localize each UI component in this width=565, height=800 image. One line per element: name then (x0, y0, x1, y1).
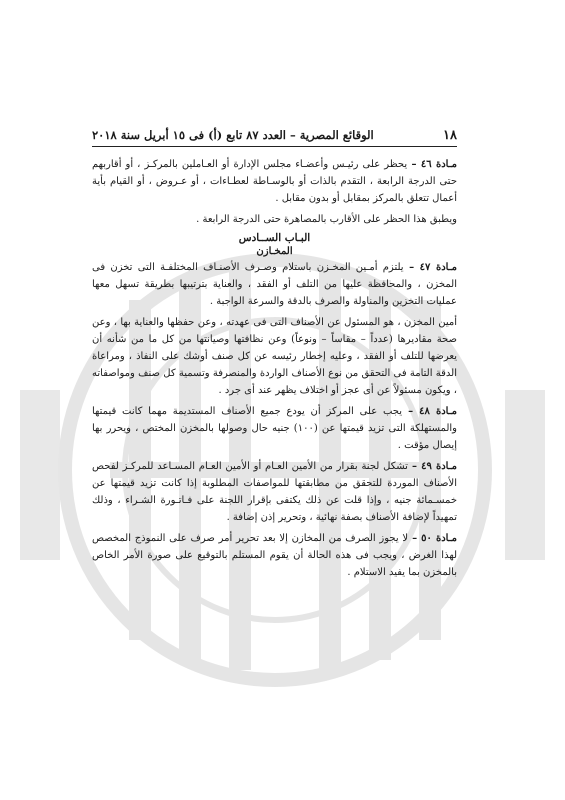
chapter-title: البـاب الســادس (238, 232, 311, 244)
article-46-note: ويطبق هذا الحظر على الأقارب بالمصاهرة حتى الدرجة الرابعة . (196, 214, 457, 225)
article-50 (92, 530, 457, 581)
article-47 (92, 259, 457, 310)
article-46-label: مـادة ٤٦ – (407, 159, 457, 170)
article-50-label: مـادة ٥٠ – (408, 533, 457, 544)
document-page (92, 128, 457, 585)
article-48 (92, 403, 457, 454)
page-header (92, 128, 457, 147)
article-47-paragraph-2: أمين المخزن ، هو المسئول عن الأصناف التى فى عهدته ، وعن حفظها والعناية بها ، وعن صحة مقاديرها (عدداً – مقاساً – ونوعاً) وعن نظافتها وصيانتها من كل ما من شأنه أن يعرضها للتلف أو الفقد ، وعليه إخطار رئيسه عن كل صنف أوشك على النفاذ ، ومراعاة الدقة التامة فى التحقق من نوع الأصناف الواردة والمنصرفة وتسمية كل صنف ومواصفاته ، ويكون مسئولاً عن أى عجز أو اختلاف يظهر عند أى جرد . (92, 317, 457, 396)
page-number: ١٨ (443, 128, 457, 143)
article-46 (92, 156, 457, 207)
article-48-text: يجب على المركز أن يودع جميع الأصناف المستديمة مهما كانت قيمتها والمستهلكة التى تزيد قيمتها عن (١٠٠) جنيه حال وصولها بالمخزن المختص ، ويحرر بها إيصال مؤقت . (92, 406, 457, 451)
article-47-text: يلتزم أمـين المخـزن باستلام وصـرف الأصنـاف المختلفـة التى تخزن فى المخزن ، والمحافظة عليها من التلف أو الفقد ، والعناية بترتيبها بطريقة تسهل معها عمليات التخزين والمناولة والصرف بالدقة والسرعة الواجبة . (92, 262, 457, 307)
article-48-label: مـادة ٤٨ – (402, 406, 457, 417)
article-47-label: مـادة ٤٧ – (403, 262, 457, 273)
journal-title: الوقائع المصرية – العدد ٨٧ تابع (أ) فى ١٥ أبريل سنة ٢٠١٨ (92, 128, 374, 142)
article-49-text: تشكل لجنة بقرار من الأمين العـام أو الأمين العـام المسـاعد للمركـز لفحص الأصناف الموردة للتحقق من مطابقتها للمواصفات المطلوبة إذا كانت تزيد قيمتها عن خمسـمائة جنيه ، وإذا قلت عن ذلك يكتفى بإقرار اللجنة على فـاتـورة الشـراء ، وذلك تمهيداً لإضافة الأصناف بصفة نهائية ، وتحرير إذن إضافة . (92, 461, 457, 523)
article-46-text: يحظر على رئيـس وأعضـاء مجلس الإدارة أو العـاملين بالمركـز ، أو أقاربهم حتى الدرجة الرابعة ، التقدم بالذات أو بالوسـاطة لعطـاءات ، أو عـروض ، أو القيام بأية أعمال تتعلق بالمركز بمقابل أو بدون مقابل . (92, 159, 457, 204)
chapter-subtitle: المخـازن (256, 246, 293, 257)
article-49 (92, 458, 457, 526)
article-49-label: مـادة ٤٩ – (407, 461, 457, 472)
article-50-text: لا يجوز الصرف من المخازن إلا بعد تحرير أمر صرف على النموذج المخصص لهذا الغرض ، ويجب فى هذه الحالة أن يقوم المستلم بالتوقيع على صورة الأمر الخاص بالمخزن بما يفيد الاستلام . (92, 533, 457, 578)
